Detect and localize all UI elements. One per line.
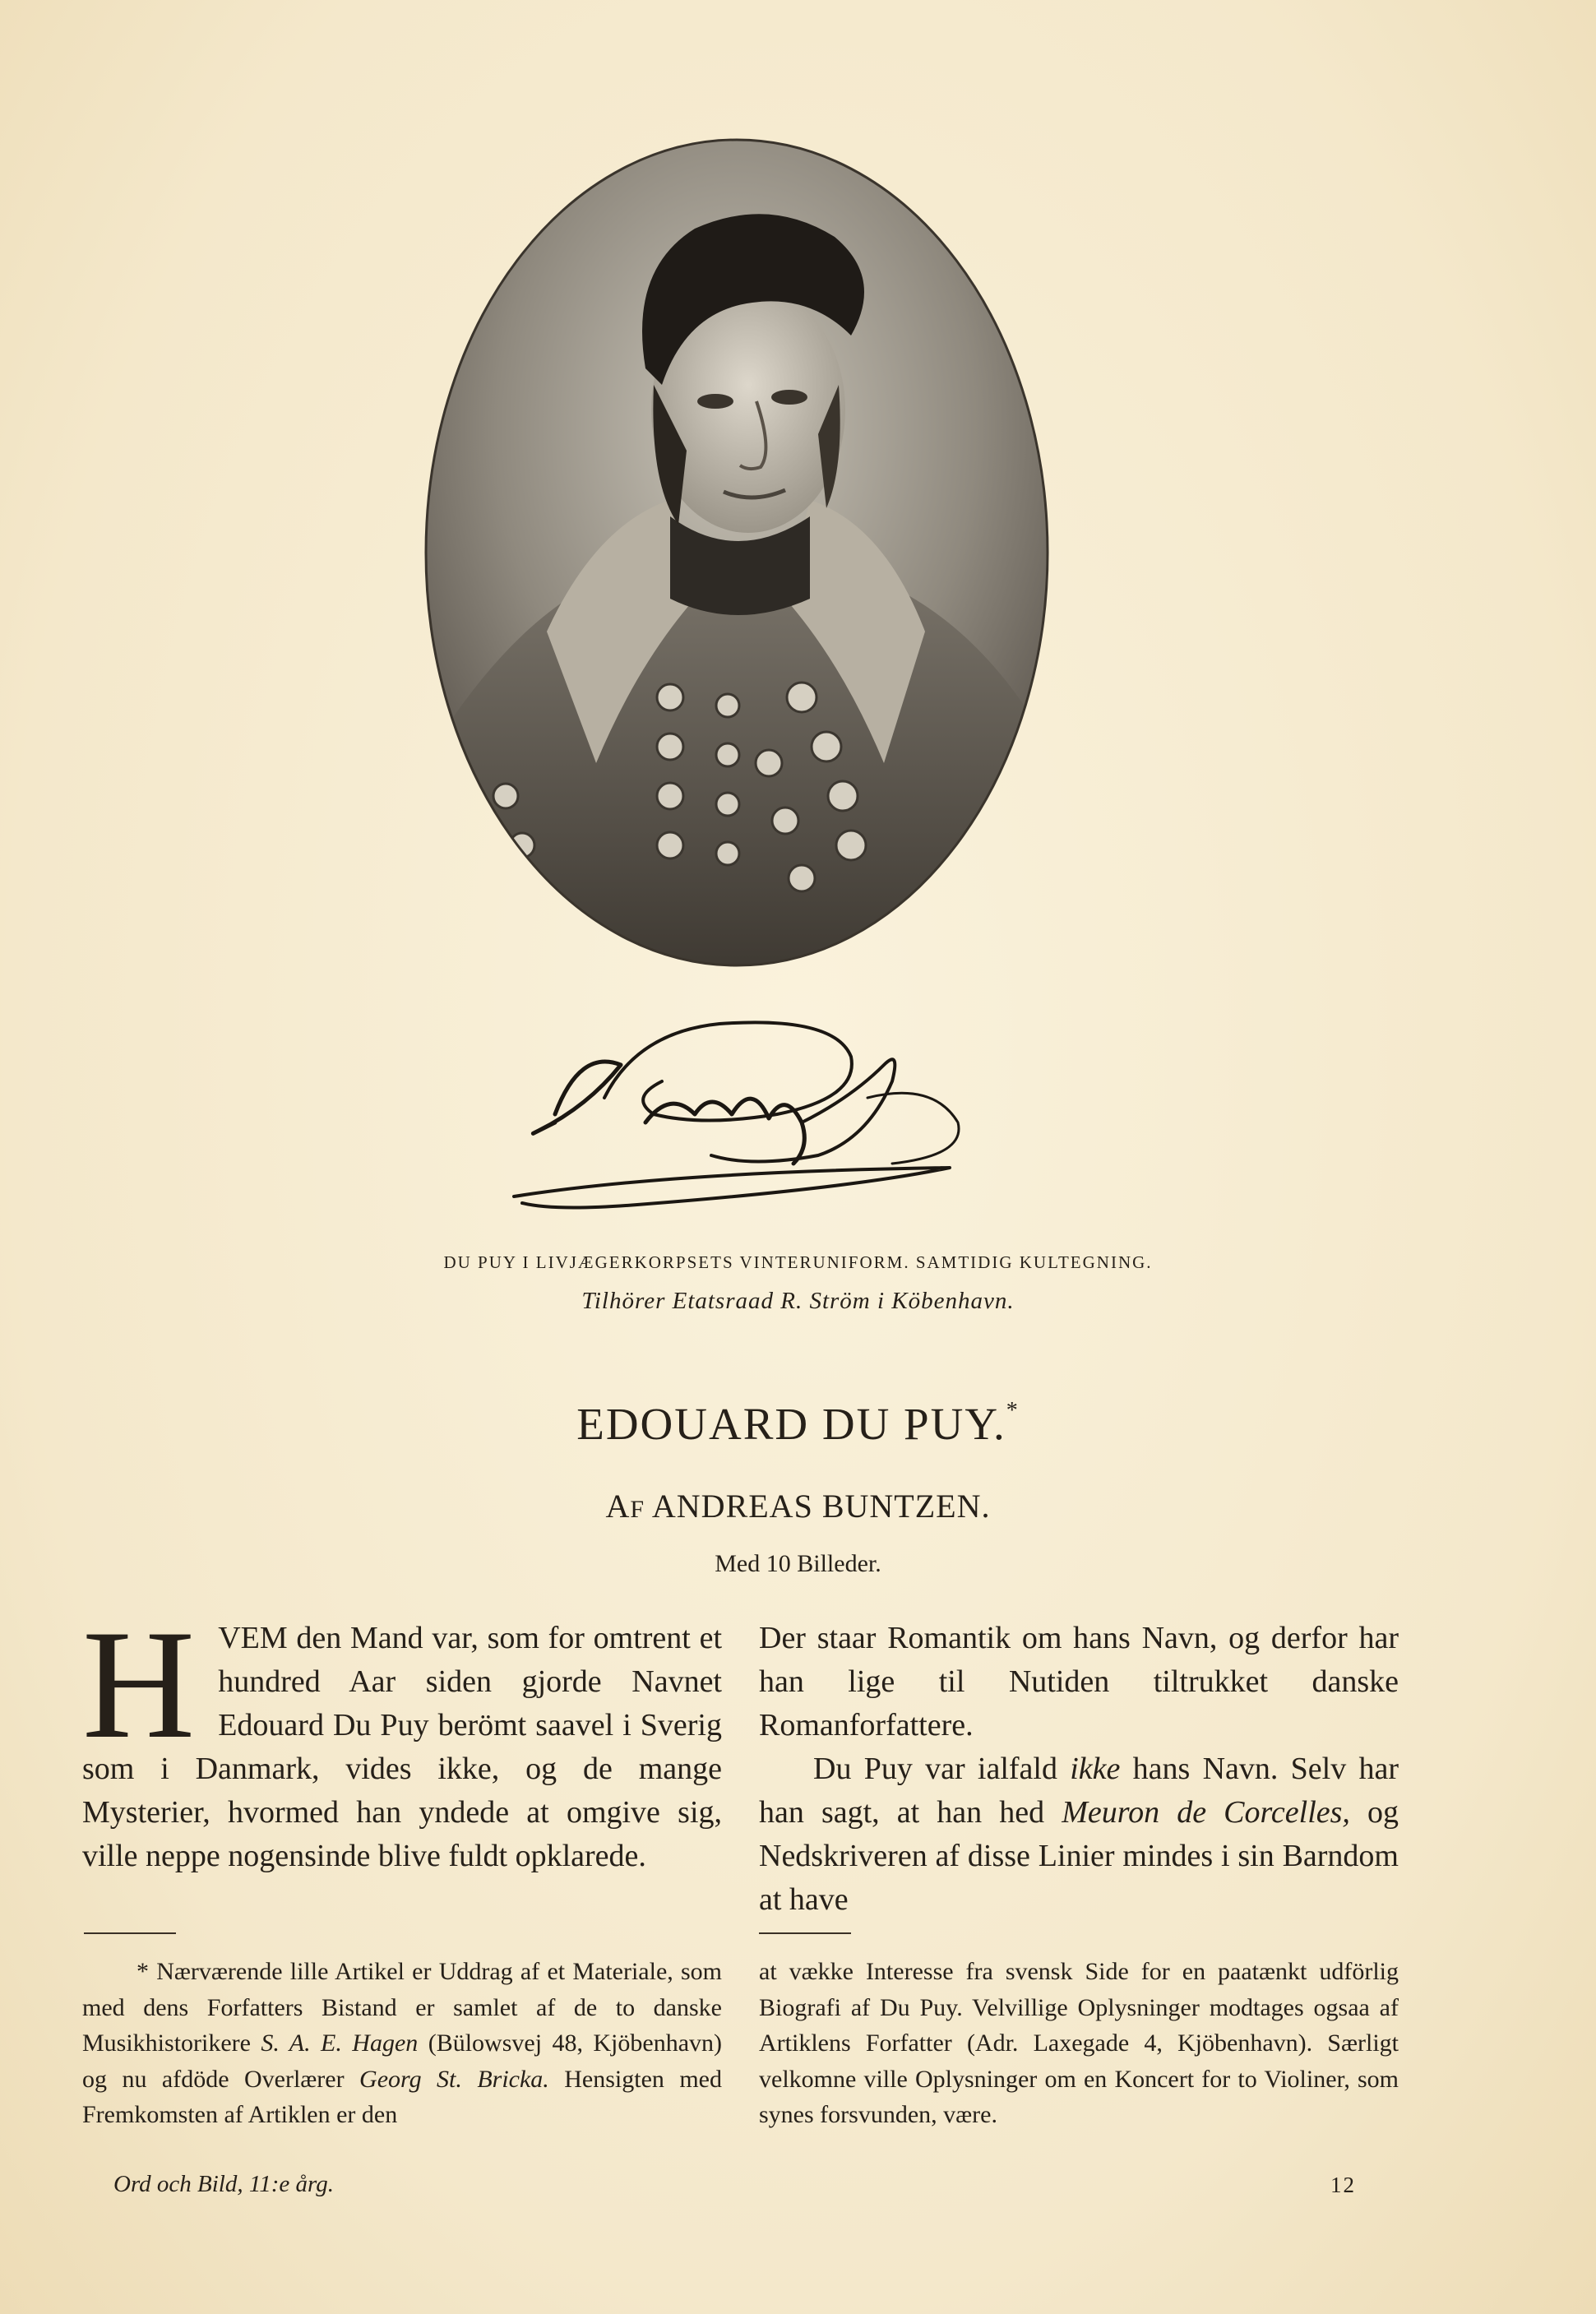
- footnote-marker: *: [1006, 1398, 1020, 1423]
- journal-footer: Ord och Bild, 11:e årg.: [113, 2171, 334, 2197]
- byline-af-initial: A: [605, 1488, 631, 1525]
- body-column-left: [82, 1599, 722, 1878]
- page-number: 12: [1330, 2173, 1356, 2197]
- signature-image: [506, 999, 974, 1221]
- footnote-text: Hensigten med Fremkomsten af Artiklen er den: [82, 2065, 722, 2128]
- footnote-paragraph: at vække Interesse fra svensk Side for en paatænkt udförlig Biografi af Du Puy. Velvillige Oplysninger modtages ogsaa af Artiklens Forfatter (Adr. Laxegade 4, Kjöbenhavn). Særligt velkomne ville Oplysninger om en Koncert for to Violiner, som synes forsvunden, være.: [759, 1958, 1399, 2128]
- article-title: [0, 1398, 1596, 1450]
- body-paragraph: [82, 1599, 722, 1878]
- portrait-illustration: [423, 138, 1050, 967]
- article-title-text: EDOUARD DU PUY.: [576, 1399, 1006, 1449]
- byline-af-rest: F: [630, 1496, 645, 1523]
- footnote-paragraph: [82, 1954, 722, 2133]
- paragraph-text: Du Puy var ialfald: [813, 1752, 1071, 1786]
- footnote-right: [759, 1954, 1399, 2133]
- emphasis-text: S. A. E. Hagen: [261, 2029, 419, 2057]
- emphasis-text: Georg St. Bricka.: [359, 2065, 549, 2093]
- byline: [0, 1487, 1596, 1525]
- illustrations-note: Med 10 Billeder.: [715, 1550, 881, 1577]
- paragraph-text: og Nedskriveren af disse Linier mindes i sin Barndom at have: [759, 1795, 1399, 1917]
- drop-cap: H: [82, 1599, 196, 1771]
- footnote-left: [82, 1954, 722, 2133]
- paragraph-text: hans Navn. Selv har han sagt, at han hed: [759, 1752, 1399, 1830]
- footnote-text: (Bülowsvej 48, Kjöbenhavn) og nu afdöde Overlærer: [82, 2029, 722, 2093]
- illustration-credit: Tilhörer Etatsraad R. Ström i Köbenhavn.: [581, 1288, 1015, 1314]
- footnote-text: * Nærværende lille Artikel er Uddrag af et Materiale, som med dens Forfatters Bistand er samlet af de to danske Musikhistorikere: [82, 1958, 722, 2057]
- footnote-rule-right: [759, 1932, 851, 1934]
- emphasis-text: Meuron de Corcelles,: [1062, 1795, 1350, 1830]
- body-paragraph: [759, 1747, 1399, 1922]
- paragraph-text: VEM den Mand var, som for omtrent et hundred Aar siden gjorde Navnet Edouard Du Puy berömt saavel i Sverig som i Danmark, vides ikke, og de mange Mysterier, hvormed han yndede at omgive sig, ville neppe nogensinde blive fuldt opklarede.: [82, 1621, 722, 1873]
- byline-author: ANDREAS BUNTZEN.: [651, 1488, 991, 1525]
- body-paragraph: Der staar Romantik om hans Navn, og derfor har han lige til Nutiden tiltrukket danske Romanforfattere.: [759, 1621, 1399, 1742]
- emphasis-text: ikke: [1070, 1752, 1121, 1786]
- body-column-right: [759, 1617, 1399, 1922]
- illustration-caption: DU PUY I LIVJÆGERKORPSETS VINTERUNIFORM. SAMTIDIG KULTEGNING.: [443, 1252, 1153, 1272]
- footnote-rule-left: [84, 1932, 176, 1934]
